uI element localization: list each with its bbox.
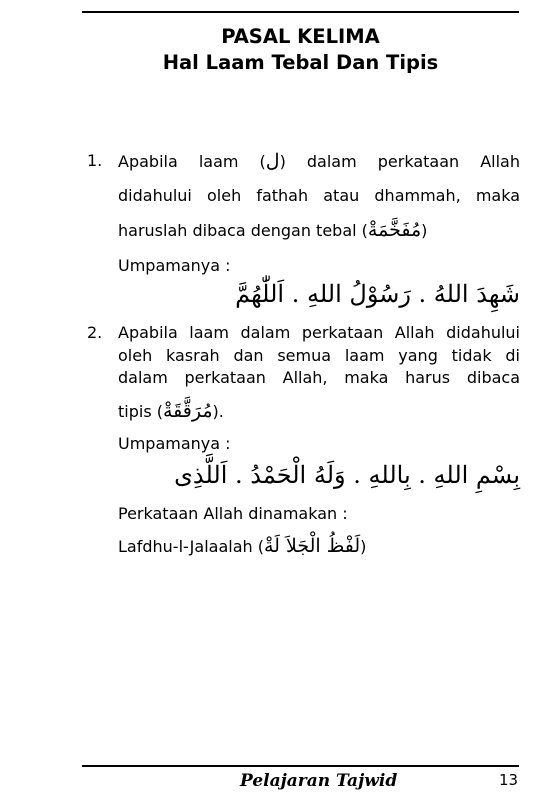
item-1-line-1: [118, 150, 520, 173]
item-1-line-3-text-a: haruslah dibaca dengan tebal (: [118, 221, 368, 240]
lafdhu-text-b: ): [360, 537, 367, 556]
item-2-line-4-text-a: tipis (: [118, 402, 163, 421]
item-2-line-3: dalam perkataan Allah, maka harus dibaca: [118, 368, 520, 387]
item-1-laam-arabic: ل: [265, 150, 280, 172]
item-2-named-label: Perkataan Allah dinamakan :: [118, 504, 348, 523]
item-1-line-3-text-b: ): [421, 221, 428, 240]
lafzhul-jalalah-arabic: لَفْظُ الْجَلاَ لَةْ: [263, 535, 361, 557]
top-rule: [82, 11, 519, 13]
item-1-number: 1.: [87, 151, 103, 170]
item-1-example-label: Umpamanya :: [118, 256, 231, 275]
item-2-line-1: Apabila laam dalam perkataan Allah didahului: [118, 323, 520, 342]
item-1-line-3: [118, 219, 520, 242]
item-2-line-4: [118, 400, 520, 423]
item-2-lafdhu-line: [118, 535, 520, 558]
chapter-subtitle: Hal Laam Tebal Dan Tipis: [162, 51, 439, 74]
item-1-line-1-text-a: Apabila laam (: [118, 152, 266, 171]
muraqqaqah-arabic: مُرَقَّقَةْ: [162, 400, 213, 422]
item-2-line-2: oleh kasrah dan semua laam yang tidak di: [118, 346, 520, 365]
item-2-example-label: Umpamanya :: [118, 434, 231, 453]
item-1-example-arabic: شَهِدَ اللهُ . رَسُوْلُ اللهِ . اَللّٰهُمَّ: [235, 280, 520, 308]
item-1-line-2: didahului oleh fathah atau dhammah, maka: [118, 186, 520, 205]
mufakhkhamah-arabic: مُفَخَّمَةْ: [367, 219, 422, 241]
page-number: 13: [499, 771, 519, 789]
chapter-title: PASAL KELIMA: [221, 25, 380, 48]
item-2-example-arabic: بِسْمِ اللهِ . بِاللهِ . وَلَهُ الْحَمْدُ . اَللَّذِى: [174, 461, 520, 489]
lafdhu-text-a: Lafdhu-l-Jalaalah (: [118, 537, 264, 556]
item-2-number: 2.: [87, 323, 103, 342]
footer-book-title: Pelajaran Tajwid: [240, 771, 398, 791]
item-1-line-1-text-b: ) dalam perkataan Allah: [279, 152, 521, 171]
item-2-line-4-text-b: ).: [212, 402, 224, 421]
bottom-rule: [82, 765, 519, 767]
